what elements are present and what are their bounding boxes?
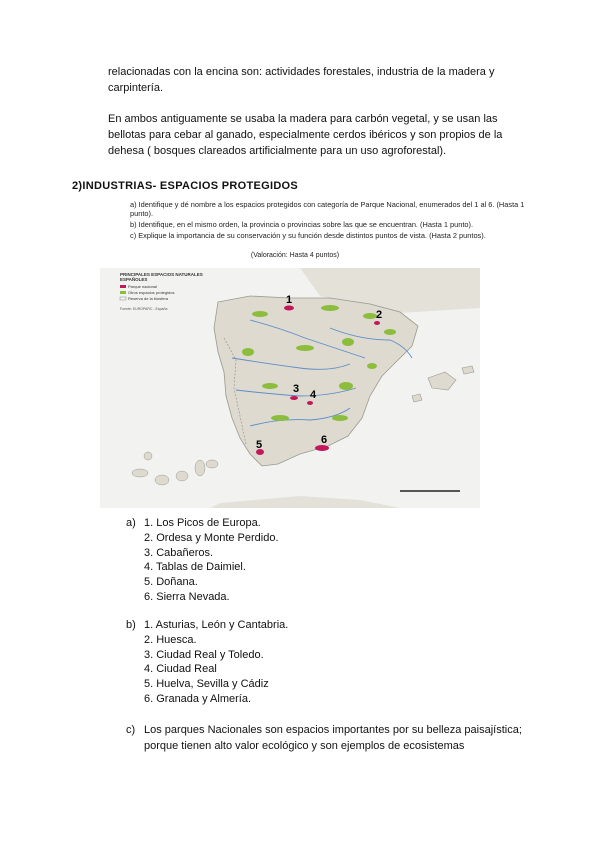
protected-area bbox=[339, 382, 353, 390]
national-park-3 bbox=[290, 396, 298, 400]
protected-area bbox=[342, 338, 354, 346]
map-source: Fuente: EUROPARC - España bbox=[120, 307, 168, 311]
list-item: 2. Huesca. bbox=[144, 633, 197, 646]
marker-1: 1 bbox=[286, 294, 293, 306]
list-item: 1. Los Picos de Europa. bbox=[144, 517, 261, 529]
protected-area bbox=[332, 415, 348, 421]
spain-protected-areas-map bbox=[100, 268, 480, 508]
canary-island bbox=[206, 460, 218, 468]
legend-title: PRINCIPALES ESPACIOS NATURALES bbox=[120, 272, 203, 277]
protected-area bbox=[271, 415, 289, 421]
canary-island bbox=[195, 460, 205, 476]
question-a-cont: punto). bbox=[130, 209, 154, 218]
list-item: 2. Ordesa y Monte Perdido. bbox=[144, 531, 279, 544]
national-park-2 bbox=[374, 321, 380, 325]
question-c: c) Explique la importancia de su conservación y su función desde distintos puntos de vista. (Hasta 2 puntos). bbox=[130, 231, 486, 240]
protected-area bbox=[242, 348, 254, 356]
protected-area bbox=[363, 313, 377, 319]
question-b: b) Identifique, en el mismo orden, la provincia o provincias sobre las que se encuentran. (Hasta 1 punto). bbox=[130, 220, 474, 229]
marker-5: 5 bbox=[256, 439, 263, 451]
answer-c-text: Los parques Nacionales son espacios importantes por su belleza paisajística; porque tienen alto valor ecológico y son ejemplos de ecosistemas bbox=[144, 724, 522, 752]
list-item: 3. Cabañeros. bbox=[144, 546, 214, 559]
protected-area bbox=[367, 363, 377, 369]
scale-bar bbox=[400, 490, 460, 492]
intro-paragraph-1: relacionadas con la encina son: actividades forestales, industria de la madera y carpintería. bbox=[108, 66, 495, 94]
list-item: 3. Ciudad Real y Toledo. bbox=[144, 648, 264, 661]
valoracion: (Valoración: Hasta 4 puntos) bbox=[250, 252, 340, 259]
section-title: 2)INDUSTRIAS- ESPACIOS PROTEGIDOS bbox=[72, 180, 299, 192]
list-item: 5. Huelva, Sevilla y Cádiz bbox=[144, 678, 269, 691]
canary-island bbox=[176, 471, 188, 481]
question-a: a) Identifique y dé nombre a los espacios protegidos con categoría de Parque Nacional, enumerados del 1 al 6. (Hasta 1 bbox=[130, 200, 525, 209]
marker-3: 3 bbox=[293, 383, 300, 395]
list-item: 5. Doñana. bbox=[144, 576, 198, 589]
exam-question-figure bbox=[120, 198, 530, 500]
protected-area bbox=[296, 345, 314, 351]
legend-title-2: ESPAÑOLES bbox=[120, 277, 148, 282]
protected-area bbox=[321, 305, 339, 311]
answer-c bbox=[126, 722, 544, 754]
list-item: 6. Sierra Nevada. bbox=[144, 590, 230, 603]
answer-b bbox=[126, 618, 288, 707]
list-item: 1. Asturias, León y Cantabria. bbox=[144, 619, 289, 631]
answer-a-label: a) bbox=[126, 517, 136, 529]
marker-6: 6 bbox=[321, 434, 328, 446]
intro-paragraph-2: En ambos antiguamente se usaba la madera para carbón vegetal, y se usan las bellotas para cebar al ganado, especialmente cerdos ibéricos y son propios de la dehesa ( bosques clareados artificialmente para un uso agroforestal). bbox=[108, 113, 503, 157]
canary-island bbox=[155, 475, 169, 485]
protected-area bbox=[262, 383, 278, 389]
list-item: 6. Granada y Almería. bbox=[144, 692, 251, 705]
marker-4: 4 bbox=[310, 389, 317, 401]
answer-a bbox=[126, 516, 279, 605]
canary-island bbox=[132, 469, 148, 477]
legend-item: Parque nacional bbox=[128, 284, 157, 289]
legend-item: Reserva de la biosfera bbox=[128, 296, 169, 301]
list-item: 4. Tablas de Daimiel. bbox=[144, 561, 246, 574]
protected-area bbox=[252, 311, 268, 317]
protected-area bbox=[384, 329, 396, 335]
national-park-1 bbox=[284, 306, 294, 311]
marker-2: 2 bbox=[376, 309, 383, 321]
answer-c-label: c) bbox=[126, 724, 136, 736]
legend-swatch-protected bbox=[120, 291, 126, 294]
legend-item: Otros espacios protegidos bbox=[128, 290, 175, 295]
legend-swatch-national bbox=[120, 285, 126, 288]
list-item: 4. Ciudad Real bbox=[144, 663, 217, 676]
canary-island bbox=[144, 452, 152, 460]
national-park-4 bbox=[307, 401, 313, 405]
answer-b-label: b) bbox=[126, 619, 136, 631]
